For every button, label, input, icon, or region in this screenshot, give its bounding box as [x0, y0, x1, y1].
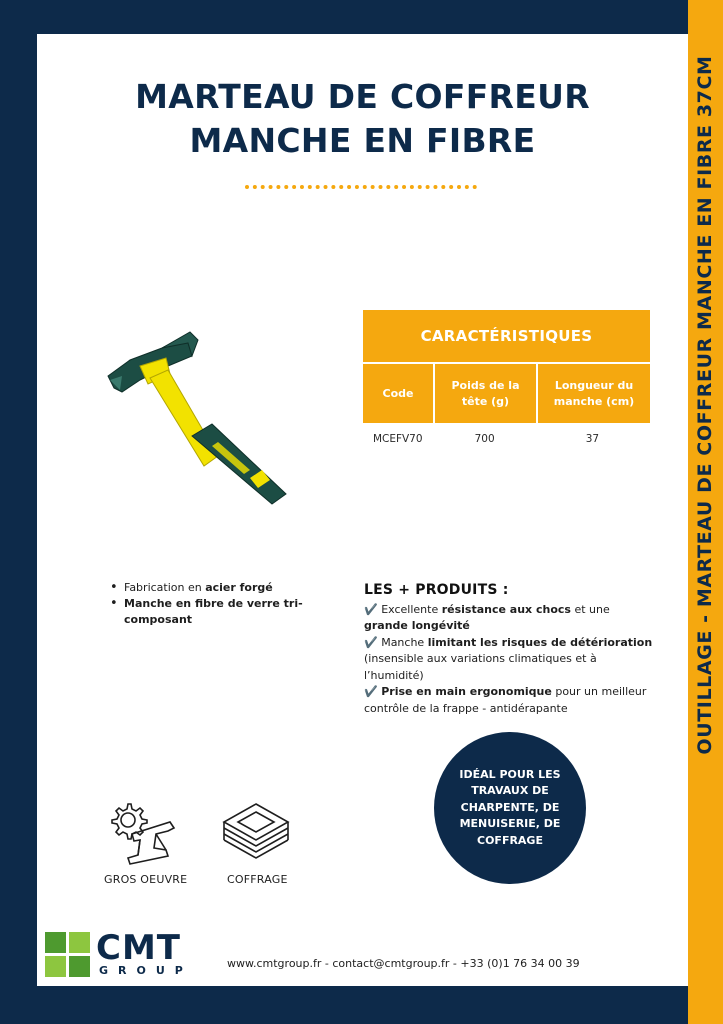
feature-bold: Manche en fibre de verre tri-composant — [124, 597, 303, 626]
side-title: OUTILLAGE - MARTEAU DE COFFREUR MANCHE EN FIBRE 37CM — [694, 55, 716, 755]
hammer-image — [100, 318, 300, 513]
usage-label-coffrage: COFFRAGE — [227, 873, 288, 886]
feature-bold: acier forgé — [205, 581, 273, 594]
logo-subtitle: GROUP — [99, 964, 193, 977]
cell-code: MCEFV70 — [372, 433, 423, 445]
check-icon: ✔️ — [364, 602, 378, 616]
usage-label-gros-oeuvre: GROS OEUVRE — [104, 873, 188, 886]
check-icon: ✔️ — [364, 635, 378, 649]
cmt-group-logo — [45, 928, 193, 980]
col-header-length: Longueur du manche (cm) — [538, 364, 650, 423]
logo-mark-icon — [45, 932, 91, 978]
list-item — [108, 596, 308, 628]
footer-contact: www.cmtgroup.fr - contact@cmtgroup.fr - +33 (0)1 76 34 00 39 — [227, 957, 580, 970]
logo-wordmark: CMT — [96, 928, 181, 968]
specs-table — [363, 310, 650, 445]
table-row — [363, 433, 650, 445]
col-header-code: Code — [363, 364, 433, 423]
list-item — [108, 580, 308, 596]
gear-beam-icon — [108, 800, 180, 868]
layers-icon — [220, 800, 292, 868]
feature-text: Fabrication en — [124, 581, 206, 594]
cell-length: 37 — [585, 433, 600, 445]
product-benefits — [364, 582, 654, 717]
specs-table-header-row — [363, 364, 650, 423]
check-icon: ✔️ — [364, 685, 378, 698]
specs-table-heading: CARACTÉRISTIQUES — [363, 310, 650, 362]
cell-weight: 700 — [474, 433, 495, 445]
title-dotted-divider — [245, 185, 477, 189]
feature-list — [108, 580, 308, 628]
benefit-item: ✔️ Manche limitant les risques de détérioration (insensible aux variations climatiques et à l’humidité) — [364, 635, 653, 682]
benefits-heading: LES + PRODUITS : — [364, 582, 509, 598]
page-title — [37, 75, 688, 163]
ideal-for-badge: IDÉAL POUR LES TRAVAUX DE CHARPENTE, DE MENUISERIE, DE COFFRAGE — [434, 732, 586, 884]
col-header-weight: Poids de la tête (g) — [435, 364, 536, 423]
title-line-1: MARTEAU DE COFFREUR — [135, 77, 590, 116]
title-line-2: MANCHE EN FIBRE — [189, 121, 536, 160]
benefit-item: ✔️ Excellente résistance aux chocs et une grande longévité — [364, 602, 610, 632]
benefit-item: ✔️ Prise en main ergonomique pour un meilleur contrôle de la frappe - antidérapante — [364, 685, 647, 715]
